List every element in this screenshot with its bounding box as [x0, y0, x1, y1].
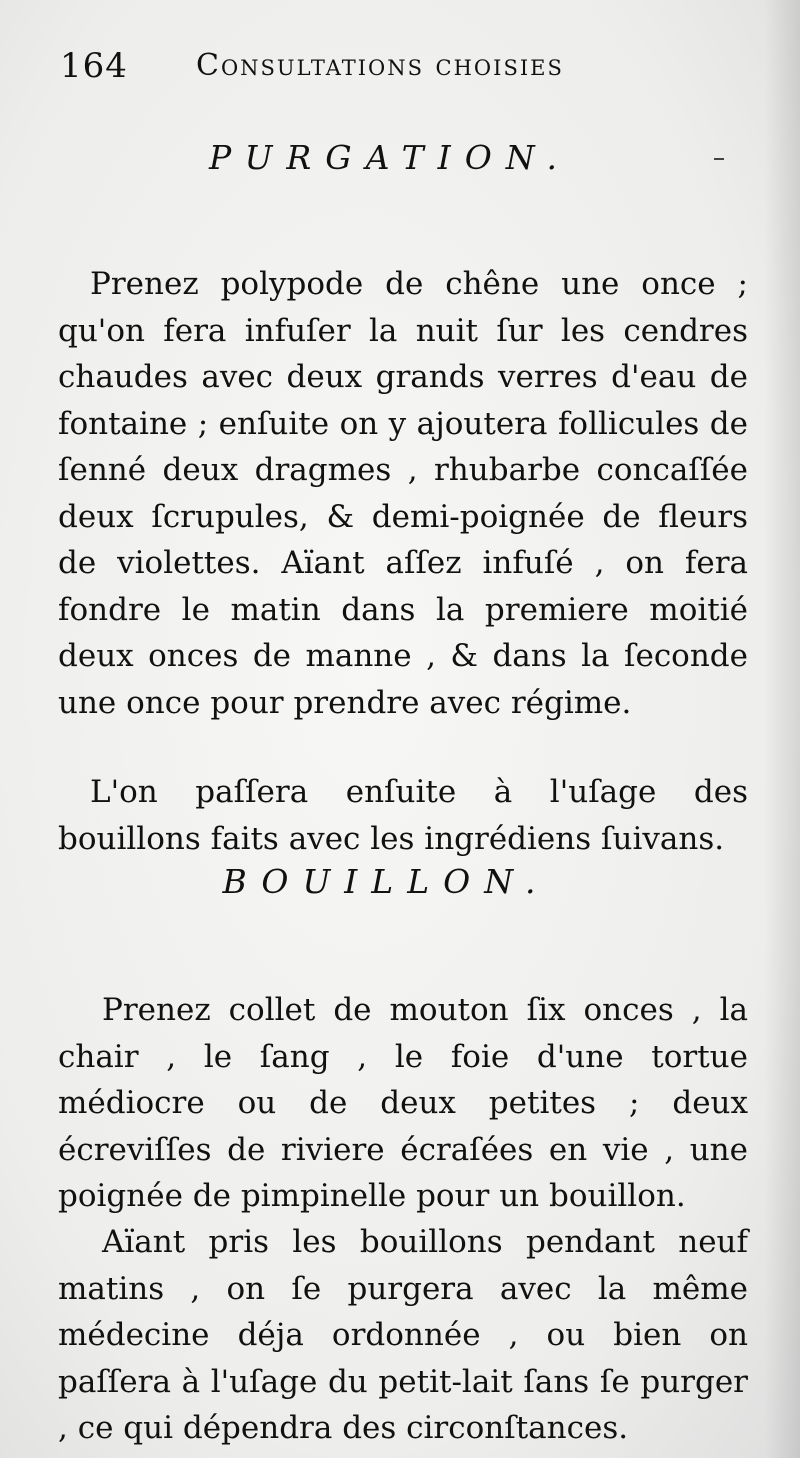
page-header [60, 46, 760, 102]
section-title-purgation: PURGATION. [208, 138, 572, 177]
page-number: 164 [60, 46, 128, 86]
page-edge-shadow [764, 0, 800, 1458]
paragraph-after-bouillons: Aïant pris les bouillons pendant neuf matins , on ſe purgera avec la même médecine déja ordonnée , ou bien on paſſera à l'uſage du petit-lait ſans ſe purger , ce qui dépendra des circonſtances. [58, 1224, 748, 1446]
paragraph-bouillon-usage: L'on paſſera enſuite à l'uſage des bouillons faits avec les ingrédiens ſuivans. [58, 774, 748, 857]
ink-mark [714, 158, 724, 160]
paragraph-bouillon-recipe: Prenez collet de mouton ſix onces , la chair , le ſang , le foie d'une tortue médiocre ou de deux petites ; deux écreviſſes de riviere écraſées en vie , une poignée de pimpinelle pour un bouillon. [58, 992, 748, 1214]
section-title-bouillon: BOUILLON. [222, 862, 550, 901]
running-head: Consultations choisies [196, 48, 564, 83]
paragraph-purgation-recipe: Prenez polypode de chêne une once ; qu'on fera infuſer la nuit ſur les cendres chaudes avec deux grands verres d'eau de fontaine ; enſuite on y ajoutera follicules de ſenné deux dragmes , rhubarbe concaſſée deux ſcrupules, & demi-poignée de fleurs de violettes. Aïant aſſez infuſé , on fera fondre le matin dans la premiere moitié deux onces de manne , & dans la ſeconde une once pour prendre avec régime. [58, 266, 748, 721]
